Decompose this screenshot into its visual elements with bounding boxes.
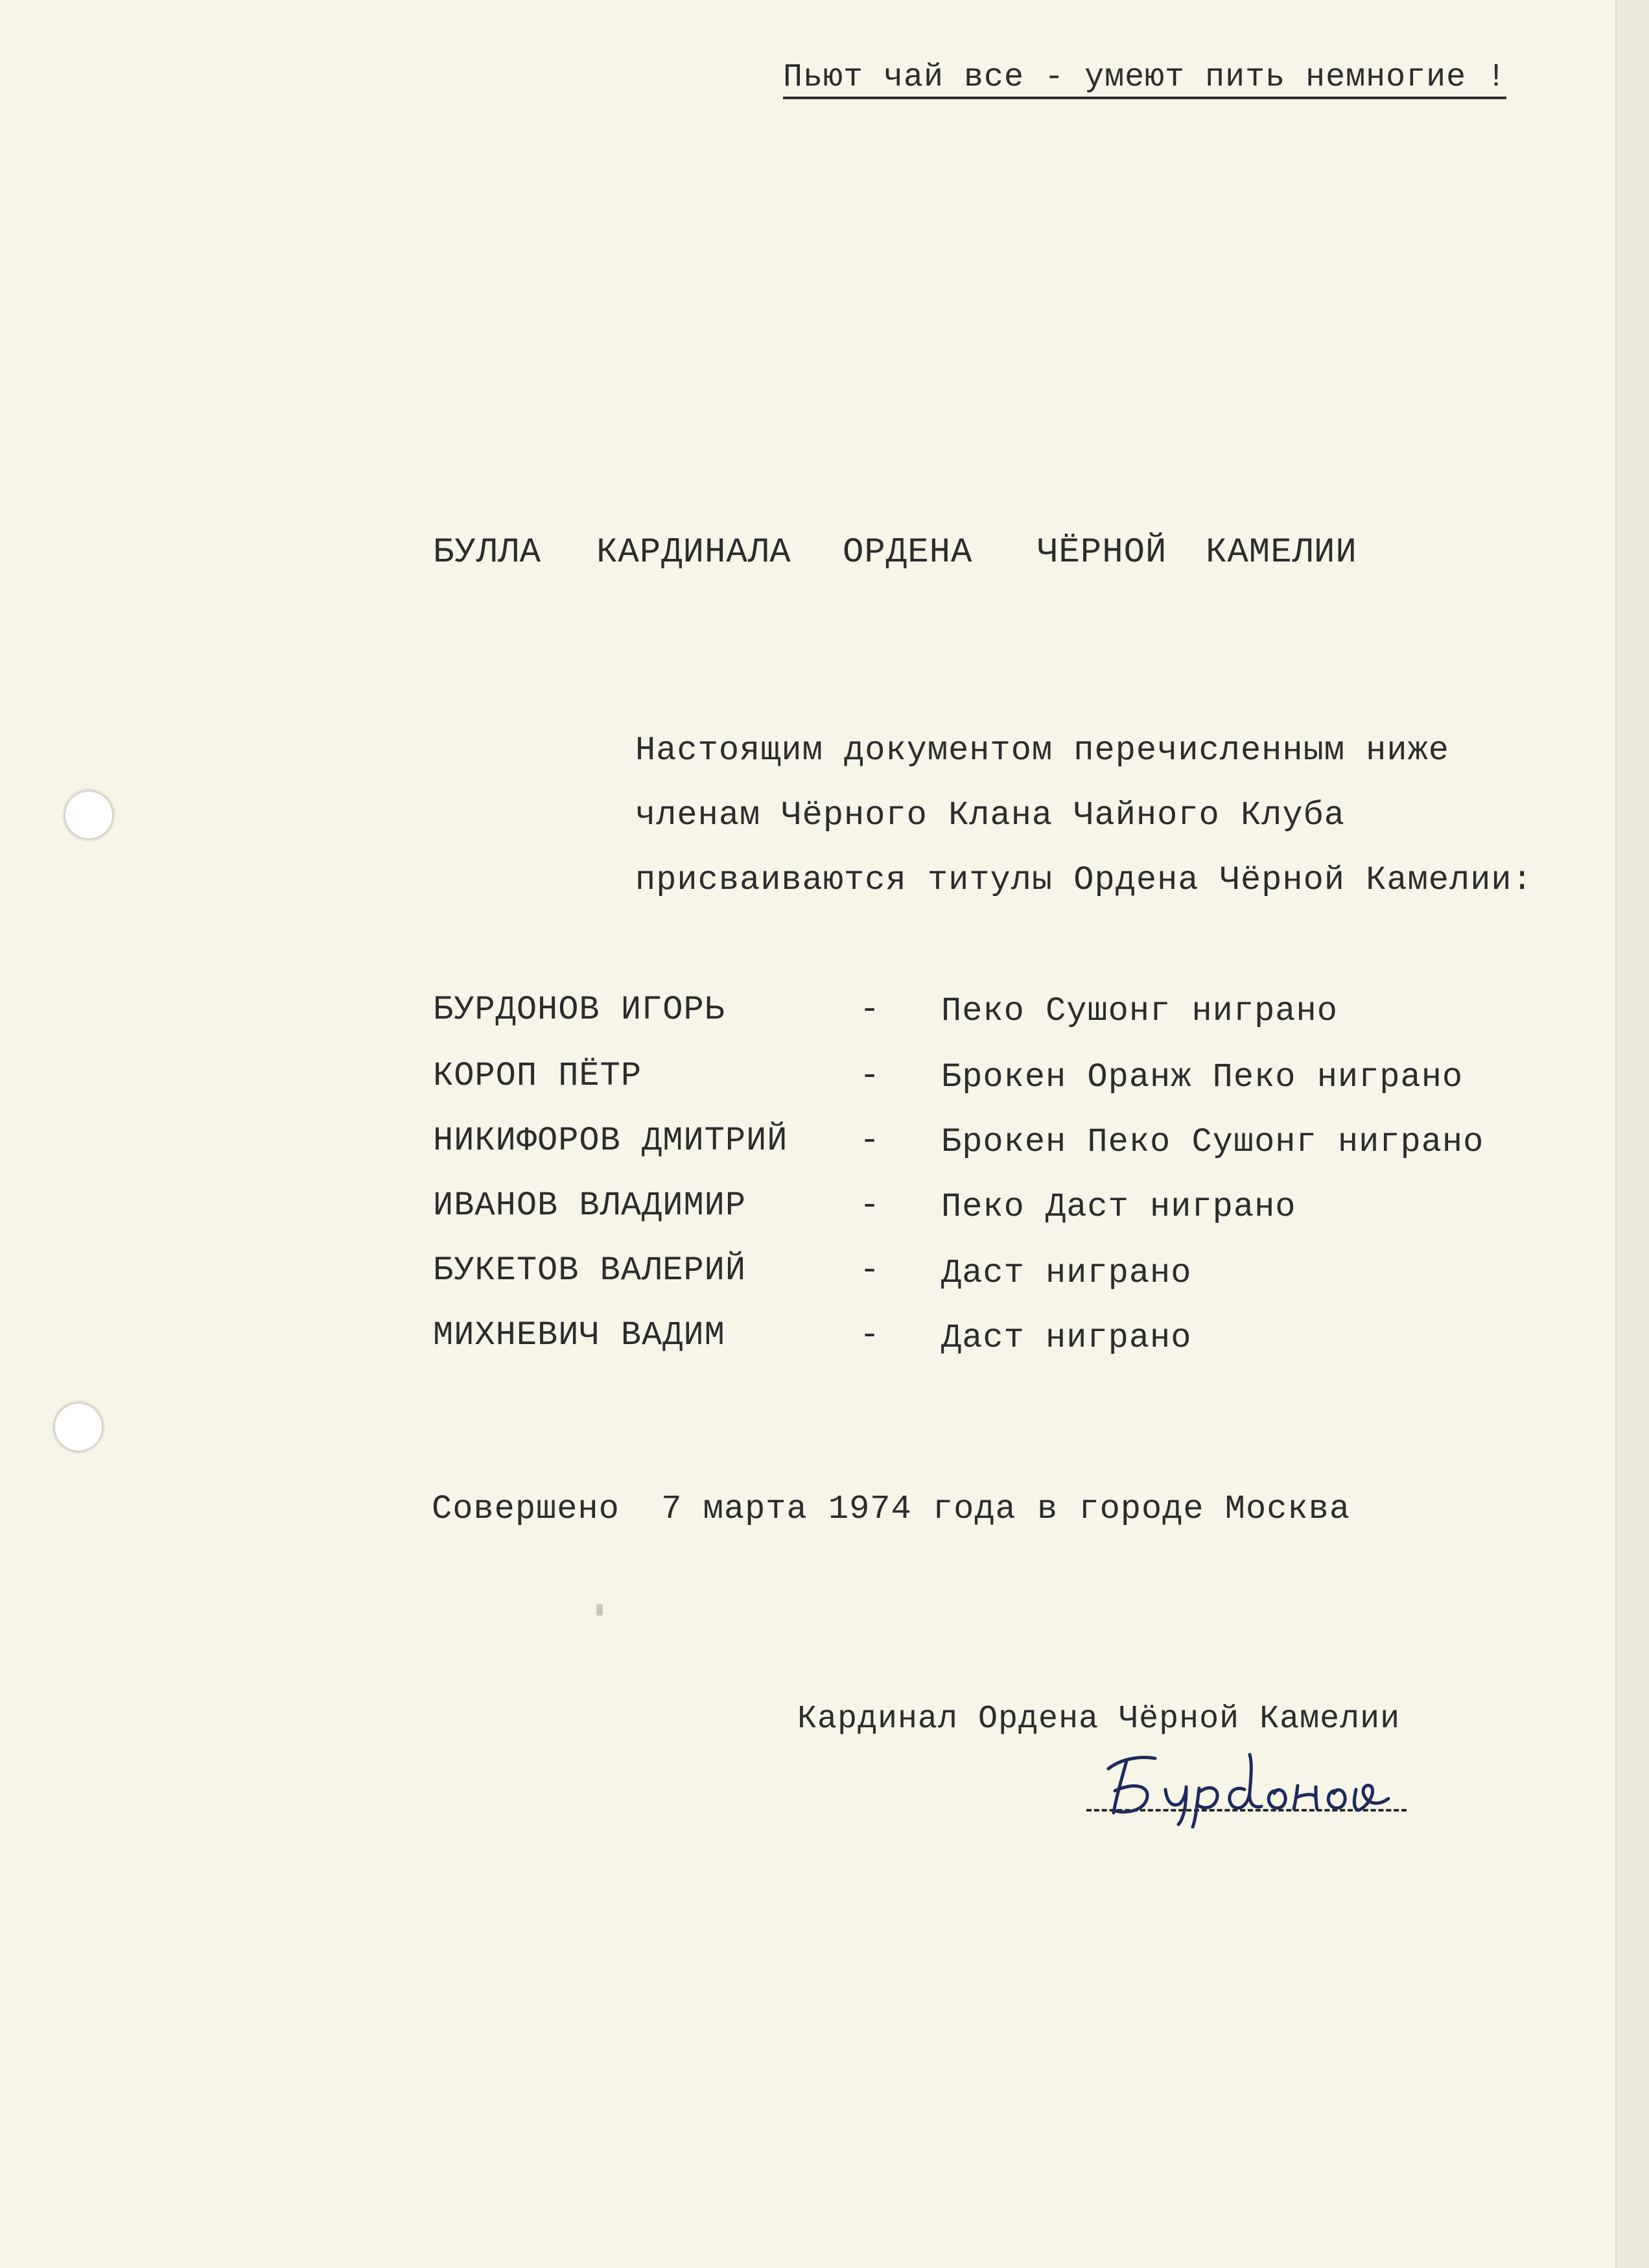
intro-line: Настоящим документом перечисленным ниже (635, 731, 1449, 770)
footer-date-place: Совершено 7 марта 1974 года в городе Москва (432, 1490, 1351, 1528)
title-word: КАМЕЛИИ (1206, 533, 1357, 573)
title-word: КАРДИНАЛА (596, 533, 791, 573)
sheet-edge (1615, 0, 1649, 2268)
member-dash: - (860, 1057, 881, 1095)
member-dash: - (860, 1187, 881, 1225)
member-title: Брокен Пеко Сушонг ниграно (941, 1123, 1484, 1161)
title-word: ОРДЕНА (843, 533, 973, 573)
member-dash: - (860, 1316, 881, 1354)
member-dash: - (860, 1122, 881, 1160)
punch-hole-top (64, 790, 114, 840)
member-title: Пеко Даст ниграно (941, 1188, 1296, 1226)
handwritten-signature (1095, 1744, 1400, 1828)
member-name: ИВАНОВ ВЛАДИМИР (433, 1187, 747, 1225)
member-name: НИКИФОРОВ ДМИТРИЙ (433, 1122, 788, 1160)
member-dash: - (860, 1251, 881, 1290)
punch-hole-bottom (53, 1402, 104, 1452)
ink-smudge (596, 1604, 603, 1616)
title-word: БУЛЛА (433, 533, 542, 573)
member-title: Даст ниграно (941, 1254, 1192, 1292)
intro-line: присваиваются титулы Ордена Чёрной Камелии: (635, 861, 1533, 899)
title-word: ЧЁРНОЙ (1037, 533, 1167, 573)
member-name: БУРДОНОВ ИГОРЬ (433, 991, 725, 1029)
member-name: КОРОП ПЁТР (433, 1057, 642, 1095)
member-title: Пеко Сушонг ниграно (941, 992, 1338, 1030)
document-title (433, 533, 1357, 746)
member-title: Даст ниграно (941, 1319, 1192, 1357)
member-title: Брокен Оранж Пеко ниграно (941, 1058, 1464, 1096)
member-dash: - (860, 991, 881, 1029)
member-name: БУКЕТОВ ВАЛЕРИЙ (433, 1251, 747, 1290)
intro-line: членам Чёрного Клана Чайного Клуба (635, 796, 1345, 834)
signature-role: Кардинал Ордена Чёрной Камелии (797, 1701, 1401, 1738)
member-name: МИХНЕВИЧ ВАДИМ (433, 1316, 725, 1354)
motto: Пьют чай все - умеют пить немногие ! (783, 62, 1506, 99)
